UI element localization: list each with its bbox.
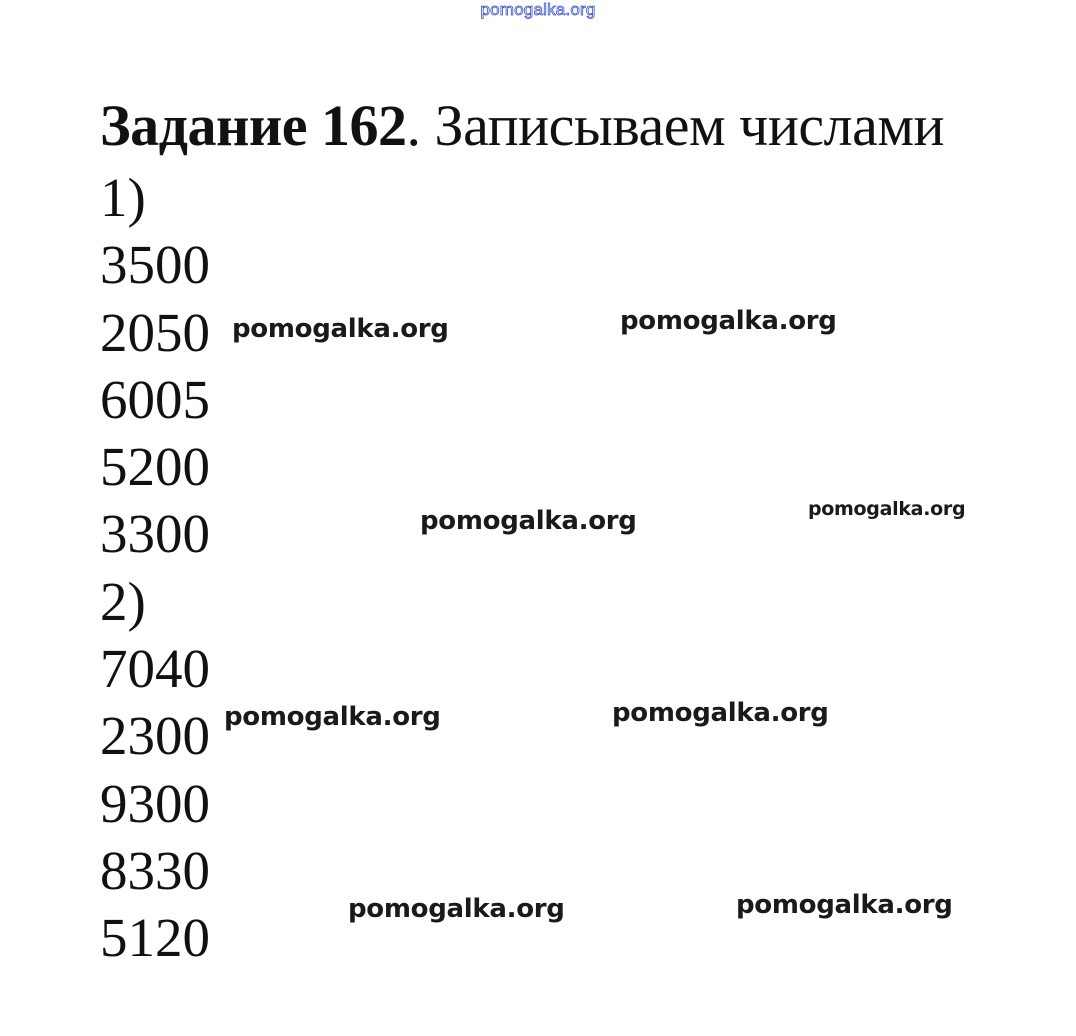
task-description: . Записываем числами: [406, 93, 945, 158]
answer-line: 7040: [100, 638, 210, 700]
answer-line: 8330: [100, 839, 210, 901]
answer-list: [100, 164, 210, 972]
answer-line: 6005: [100, 368, 210, 430]
answer-line: 2050: [100, 301, 210, 363]
watermark: pomogalka.org: [348, 894, 565, 924]
watermark: pomogalka.org: [808, 498, 966, 520]
answer-line: 2300: [100, 705, 210, 767]
watermark: pomogalka.org: [612, 698, 829, 728]
answer-line: 3500: [100, 234, 210, 296]
task-number: Задание 162: [100, 93, 407, 158]
watermark: pomogalka.org: [232, 314, 449, 344]
watermark: pomogalka.org: [224, 702, 441, 732]
top-watermark: pomogalka.org: [480, 0, 596, 19]
answer-line: 9300: [100, 772, 210, 834]
watermark: pomogalka.org: [736, 890, 953, 920]
answer-line: 2): [100, 570, 146, 632]
watermark: pomogalka.org: [420, 506, 637, 536]
answer-line: 1): [100, 167, 146, 228]
answer-line: 3300: [100, 503, 210, 565]
answer-line: 5120: [100, 907, 210, 969]
watermark: pomogalka.org: [620, 306, 837, 336]
answer-line: 5200: [100, 436, 210, 498]
task-title: [100, 92, 944, 160]
